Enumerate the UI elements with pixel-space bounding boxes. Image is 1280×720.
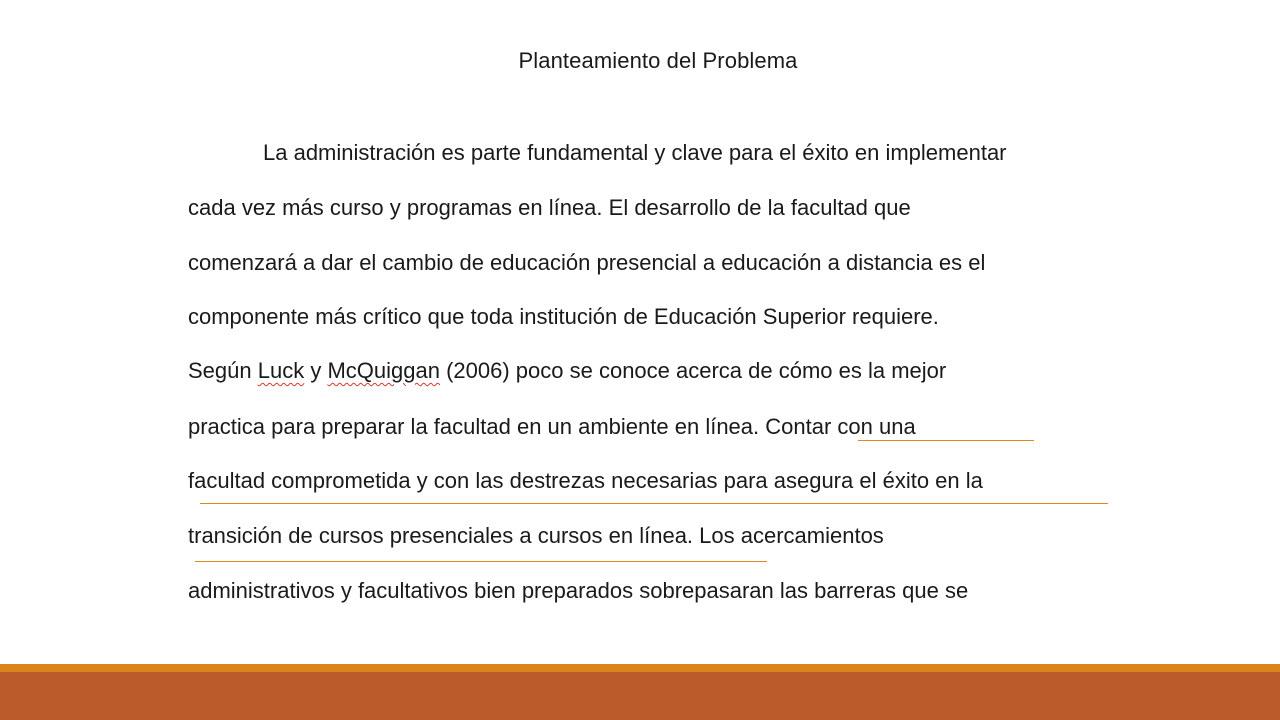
highlight-underline-3 xyxy=(195,561,767,562)
paragraph-line-8: transición de cursos presenciales a cursos en línea. Los acercamientos xyxy=(188,523,884,548)
paragraph-line-1: La administración es parte fundamental y clave para el éxito en implementar xyxy=(263,140,1007,165)
slide-title: Planteamiento del Problema xyxy=(518,48,798,73)
line-5-text-end: (2006) poco se conoce acerca de cómo es la mejor xyxy=(439,358,947,383)
highlight-underline-2 xyxy=(200,503,1108,504)
paragraph-line-9: administrativos y facultativos bien preparados sobrepasaran las barreras que se xyxy=(188,578,969,603)
paragraph-line-6: practica para preparar la facultad en un ambiente en línea. Contar con una xyxy=(188,414,916,439)
accent-bar xyxy=(0,664,1280,672)
paragraph-line-3: comenzará a dar el cambio de educación presencial a educación a distancia es el xyxy=(188,250,986,275)
paragraph-line-4: componente más crítico que toda institución de Educación Superior requiere. xyxy=(188,304,939,329)
paragraph-line-5 xyxy=(188,357,946,385)
line-5-text-mid: y xyxy=(304,358,328,383)
paragraph-line-2: cada vez más curso y programas en línea. El desarrollo de la facultad que xyxy=(188,195,911,220)
citation-author-mcquiggan: McQuiggan xyxy=(327,358,440,383)
line-5-text-start: Según xyxy=(188,358,258,383)
citation-author-luck: Luck xyxy=(257,358,305,383)
highlight-underline-1 xyxy=(858,440,1034,441)
footer-bar xyxy=(0,672,1280,720)
paragraph-line-7: facultad comprometida y con las destrezas necesarias para asegura el éxito en la xyxy=(188,468,983,493)
